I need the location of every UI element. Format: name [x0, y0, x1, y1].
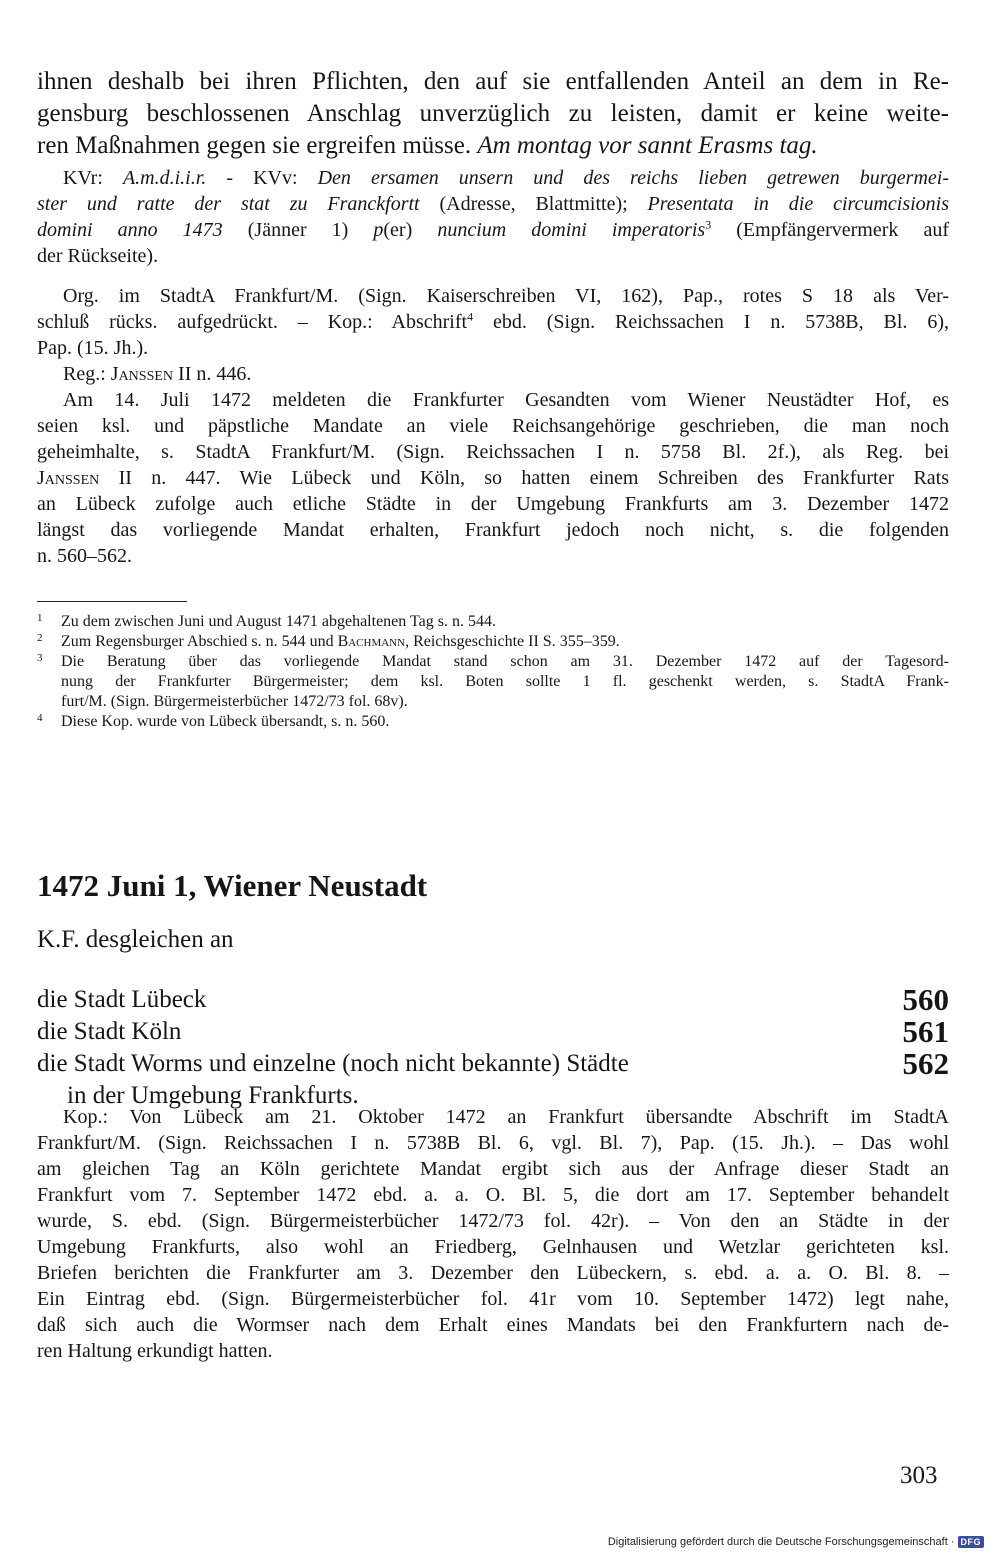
text-line: daß sich auch die Wormser nach dem Erhalt eines Mandats bei den Frankfurtern nach de-: [37, 1314, 949, 1336]
recipient-label: die Stadt Worms und einzelne (noch nicht bekannte) Städte: [37, 1050, 629, 1077]
text-line: Frankfurt vom 7. September 1472 ebd. a. a. O. Bl. 5, die dort am 17. September behandelt: [37, 1184, 949, 1206]
commentary: [37, 387, 949, 569]
footnote: 4 Diese Kop. wurde von Lübeck übersandt, s. n. 560.: [37, 712, 390, 730]
text-line: Janssen II n. 447. Wie Lübeck und Köln, so hatten einem Schreiben des Frankfurter Rats: [37, 467, 949, 489]
text-line: Umgebung Frankfurts, also wohl an Friedberg, Gelnhausen und Wetzlar gerichteten ksl.: [37, 1236, 949, 1258]
section-intro: K.F. desgleichen an: [37, 926, 234, 953]
footnote-ref: 3: [705, 217, 712, 232]
footnote-ref: 4: [467, 309, 474, 324]
text-line: KVr: A.m.d.i.i.r. - KVv: Den ersamen unsern und des reichs lieben getrewen burgermei-: [63, 167, 950, 189]
text-line: gensburg beschlossenen Anschlag unverzüglich zu leisten, damit er keine weite-: [37, 100, 949, 127]
text-line: Org. im StadtA Frankfurt/M. (Sign. Kaiserschreiben VI, 162), Pap., rotes S 18 als Ver-: [63, 285, 949, 307]
dating-clause: Am montag vor sannt Erasms tag.: [477, 132, 818, 159]
text-line: ren Maßnahmen gegen sie ergreifen müsse. Am montag vor sannt Erasms tag.: [37, 132, 818, 159]
recipient-continuation: in der Umgebung Frankfurts.: [67, 1082, 359, 1109]
funding-footer: [608, 1536, 984, 1548]
footnotes: [37, 612, 949, 732]
funding-text: Digitalisierung gefördert durch die Deutsche Forschungsgemeinschaft ·: [607, 1536, 955, 1548]
text-line: geheimhalte, s. StadtA Frankfurt/M. (Sign. Reichssachen I n. 5758 Bl. 2f.), als Reg. bei: [37, 441, 949, 463]
text-line: Am 14. Juli 1472 meldeten die Frankfurter Gesandten vom Wiener Neustädter Hof, es: [63, 389, 949, 411]
recipient-entry: [37, 1048, 949, 1080]
recipient-label: die Stadt Köln: [37, 1018, 182, 1045]
section-heading: 1472 Juni 1, Wiener Neustadt: [37, 868, 428, 903]
copy-description: [37, 1104, 949, 1364]
text-line: wurde, S. ebd. (Sign. Bürgermeisterbücher 1472/73 fol. 42r). – Von den an Städte in der: [37, 1210, 949, 1232]
document-number: 561: [902, 1014, 949, 1049]
document-number: 562: [902, 1046, 949, 1081]
endorsement-notes: [37, 165, 949, 269]
recipient-label: die Stadt Lübeck: [37, 986, 207, 1013]
text-line: Frankfurt/M. (Sign. Reichssachen I n. 5738B Bl. 6, vgl. Bl. 7), Pap. (15. Jh.). – Das wohl: [37, 1132, 949, 1154]
text-line: n. 560–562.: [37, 545, 132, 567]
text-line: Die Beratung über das vorliegende Mandat stand schon am 31. Dezember 1472 auf der Tagesord-: [61, 653, 949, 670]
recipient-entry: [37, 1016, 949, 1048]
regest-ref: Reg.: Janssen II n. 446.: [63, 363, 252, 385]
text-line: Briefen berichten die Frankfurter am 3. Dezember den Lübeckern, s. ebd. a. a. O. Bl. 8. –: [37, 1262, 949, 1284]
recipient-list: [37, 984, 949, 1112]
text-line: ster und ratte der stat zu Franckfortt (Adresse, Blattmitte); Presentata in die circumcisionis: [37, 193, 949, 215]
footnote: 1 Zu dem zwischen Juni und August 1471 abgehaltenen Tag s. n. 544.: [37, 612, 496, 630]
text-line: Ein Eintrag ebd. (Sign. Bürgermeisterbücher fol. 41r vom 10. September 1472) legt nahe,: [37, 1288, 949, 1310]
footnote: 2 Zum Regensburger Abschied s. n. 544 und Bachmann, Reichsgeschichte II S. 355–359.: [37, 632, 620, 650]
letter-body: [37, 66, 949, 162]
footnote: 3 Die Beratung über das vorliegende Mandat stand schon am 31. Dezember 1472 auf der Tagesord- nung der Frankfurter Bürgermeister; dem ksl. Boten sollte 1 fl. geschenkt werden, s. StadtA Frank- furt/M. (Sign. Bürgermeisterbücher 1472/73 fol. 68v).: [37, 652, 949, 710]
page-number: 303: [900, 1462, 938, 1489]
dfg-logo-icon: DFG: [958, 1536, 985, 1548]
text-line: am gleichen Tag an Köln gerichtete Mandat ergibt sich aus der Anfrage dieser Stadt an: [37, 1158, 949, 1180]
text-line: Kop.: Von Lübeck am 21. Oktober 1472 an Frankfurt übersandte Abschrift im StadtA: [63, 1106, 949, 1128]
footnote-divider: [37, 601, 187, 602]
text-line: domini anno 1473 (Jänner 1) p(er) nuncium domini imperatoris$^3$ (Empfängervermerk auf: [37, 217, 949, 241]
text-line: furt/M. (Sign. Bürgermeisterbücher 1472/73 fol. 68v).: [61, 693, 408, 710]
page: [37, 66, 950, 1362]
recipient-entry: [37, 984, 949, 1016]
text-line: Pap. (15. Jh.).: [37, 337, 149, 359]
text-line: seien ksl. und päpstliche Mandate an viele Reichsangehörige geschrieben, die man noch: [37, 415, 949, 437]
text-line: an Lübeck zufolge auch etliche Städte in der Umgebung Frankfurts am 3. Dezember 1472: [37, 493, 949, 515]
document-number: 560: [902, 982, 949, 1017]
text-line: schluß rücks. aufgedrückt. – Kop.: Abschrift$^4$ ebd. (Sign. Reichssachen I n. 5738B, Bl. 6),: [37, 309, 950, 333]
source-description: [37, 283, 949, 387]
text-line: ren Haltung erkundigt hatten.: [37, 1340, 273, 1362]
text-line: nung der Frankfurter Bürgermeister; dem ksl. Boten sollte 1 fl. geschenkt werden, s. StadtA Frank-: [61, 673, 949, 690]
text-line: ihnen deshalb bei ihren Pflichten, den auf sie entfallenden Anteil an dem in Re-: [37, 68, 949, 95]
text-line: längst das vorliegende Mandat erhalten, Frankfurt jedoch noch nicht, s. die folgenden: [37, 519, 949, 541]
text-line: der Rückseite).: [37, 245, 159, 267]
